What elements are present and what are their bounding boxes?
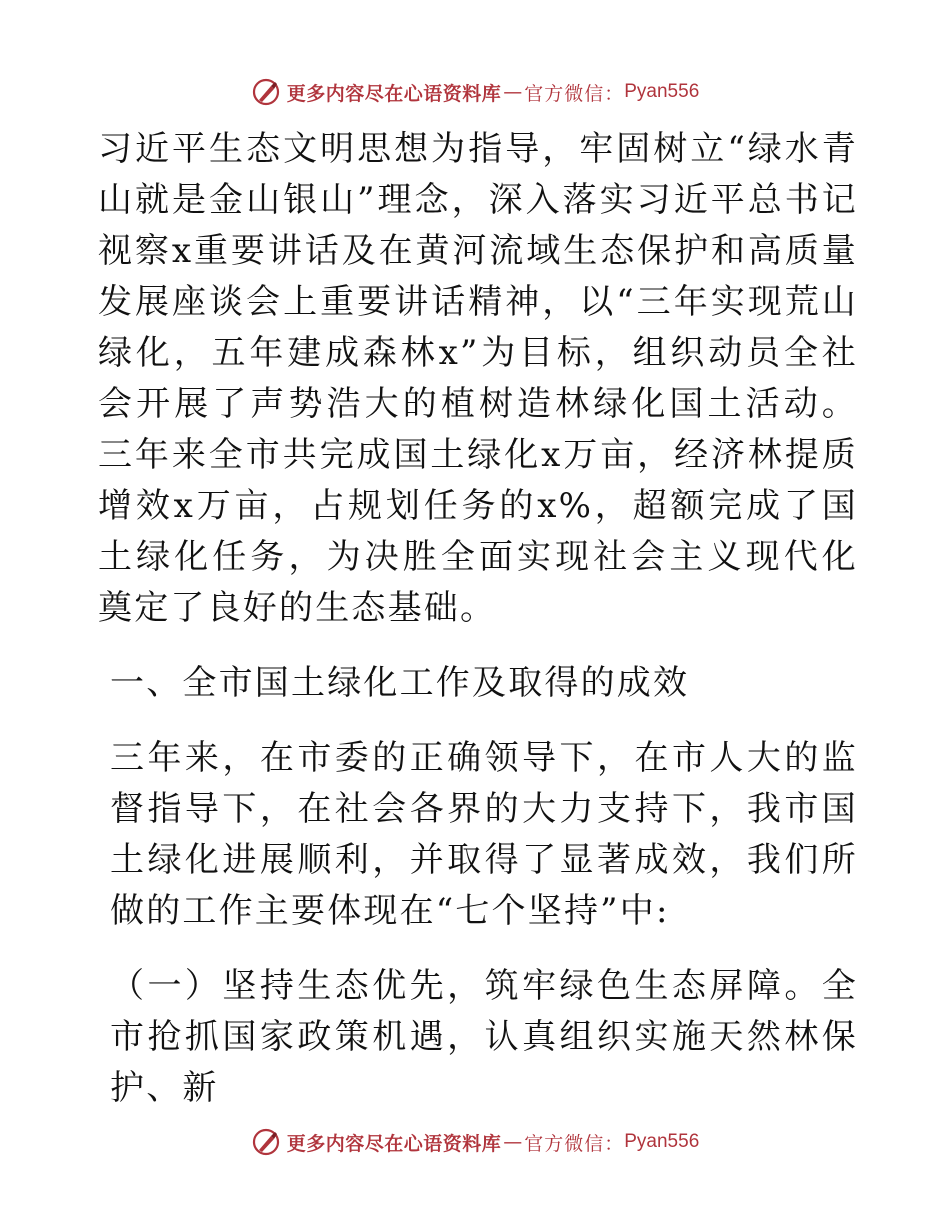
pen-logo-icon	[251, 77, 281, 107]
paragraph-achievements: 三年来，在市委的正确领导下，在市人大的监督指导下，在社会各界的大力支持下，我市国土绿化进展顺利，并取得了显著成效，我们所做的工作主要体现在“七个坚持”中:	[110, 738, 858, 931]
watermark-id: Pyan556	[624, 81, 700, 102]
watermark-text: 更多内容尽在心语资料库	[286, 1132, 502, 1155]
footer-watermark	[0, 1122, 950, 1162]
watermark-dash: —	[503, 81, 523, 103]
section-heading: 一、全市国土绿化工作及取得的成效	[110, 663, 690, 703]
paragraph-intro: 习近平生态文明思想为指导，牢固树立“绿水青山就是金山银山”理念，深入落实习近平总书记视察x重要讲话及在黄河流域生态保护和高质量发展座谈会上重要讲话精神，以“三年实现荒山绿化，五年建成森林x”为目标，组织动员全社会开展了声势浩大的植树造林绿化国土活动。三年来全市共完成国土绿化x万亩，经济林提质增效x万亩，占规划任务的x%，超额完成了国土绿化任务，为决胜全面实现社会主义现代化奠定了良好的生态基础。	[98, 129, 858, 628]
header-watermark	[0, 72, 950, 112]
watermark-dash: —	[503, 1131, 523, 1153]
watermark-id: Pyan556	[624, 1131, 700, 1152]
paragraph-ecology: （一）坚持生态优先，筑牢绿色生态屏障。全市抢抓国家政策机遇，认真组织实施天然林保护、新	[110, 966, 858, 1108]
pen-logo-icon	[251, 1127, 281, 1157]
document-body	[98, 124, 858, 1114]
watermark-sub: 官方微信：	[524, 1132, 625, 1155]
watermark-text: 更多内容尽在心语资料库	[286, 82, 502, 105]
watermark-sub: 官方微信：	[524, 82, 625, 105]
